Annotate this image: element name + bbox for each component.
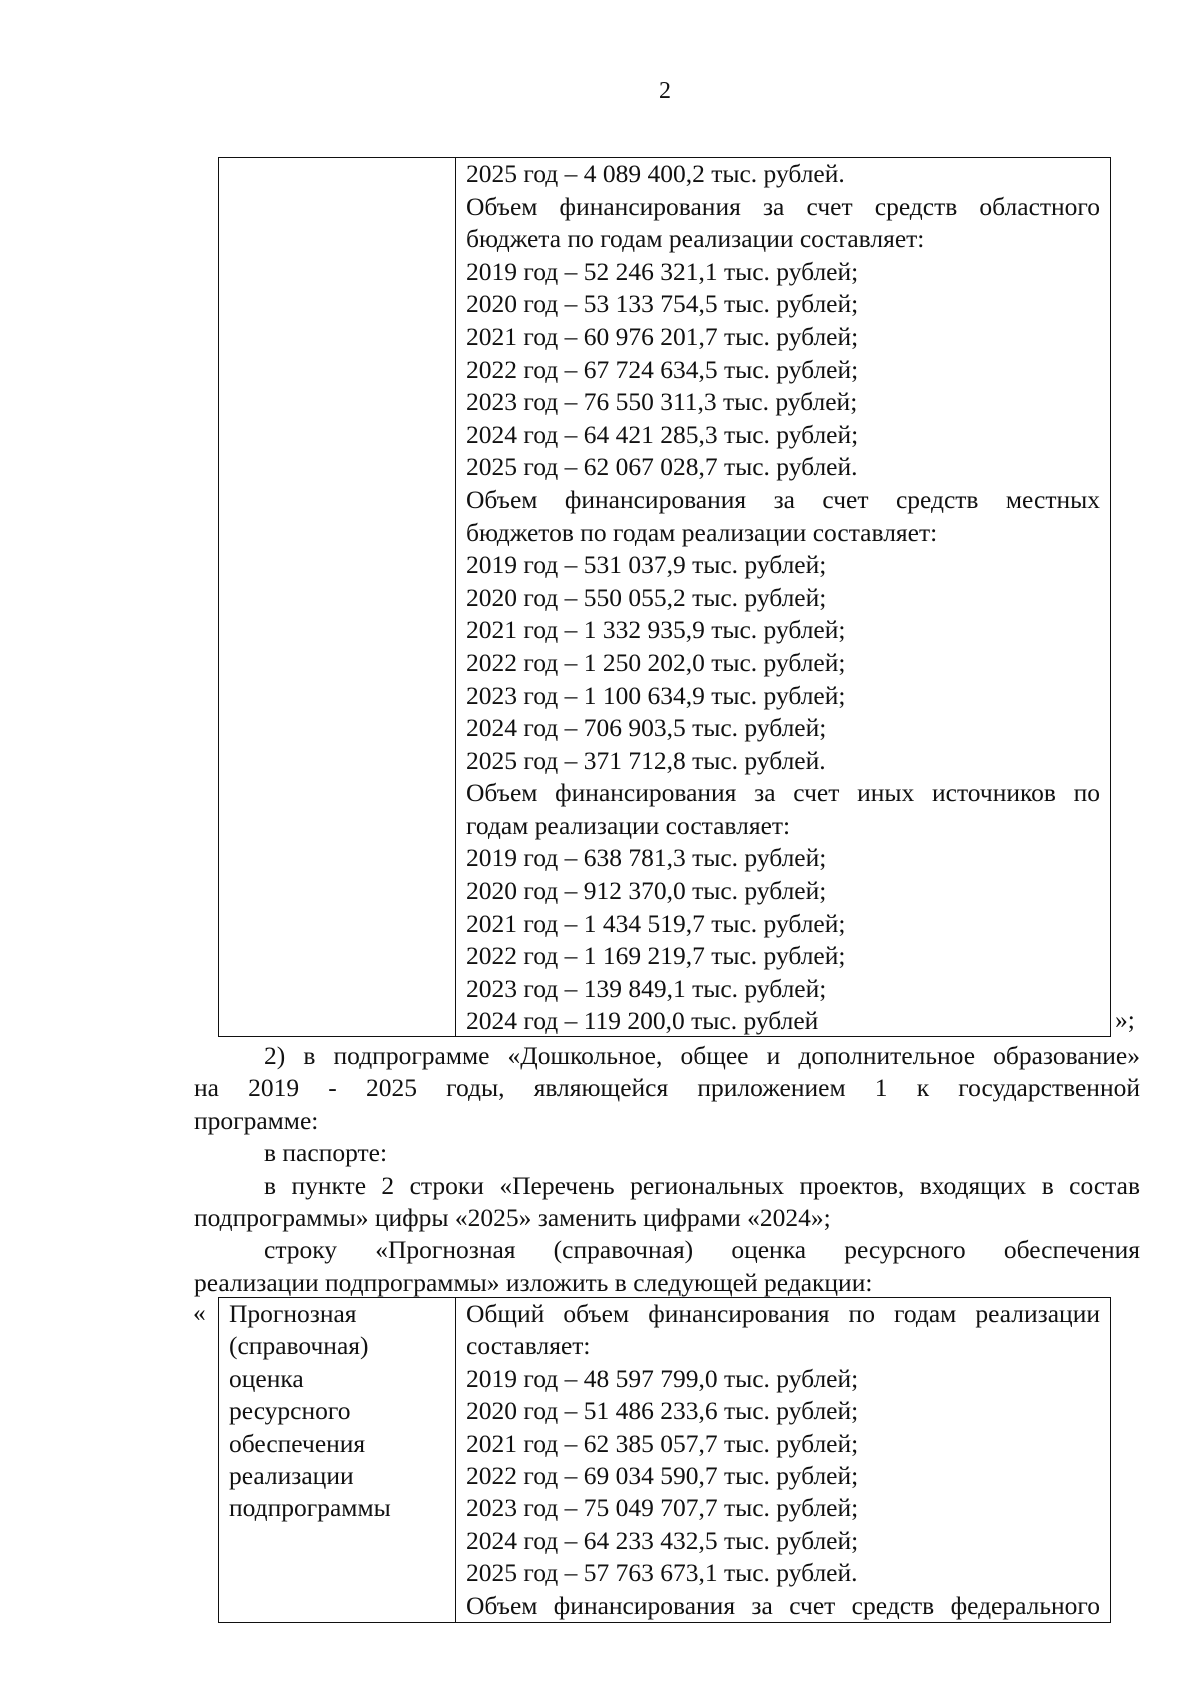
- table2-left-line: обеспечения: [229, 1428, 366, 1458]
- point2-line: в пункте 2 строки «Перечень региональных проектов, входящих в состав: [264, 1170, 1140, 1200]
- table1-line: 2020 год – 550 055,2 тыс. рублей;: [466, 582, 827, 612]
- row-replace-line: реализации подпрограммы» изложить в следующей редакции:: [194, 1267, 873, 1297]
- opening-quote: «: [193, 1298, 206, 1327]
- table2-line: Общий объем финансирования по годам реализации: [466, 1299, 1100, 1328]
- table1-line: 2019 год – 531 037,9 тыс. рублей;: [466, 550, 827, 580]
- forecast-resource-table: [218, 1297, 1111, 1623]
- amendment-paragraphs: [194, 1040, 1140, 1299]
- table2-line: 2022 год – 69 034 590,7 тыс. рублей;: [466, 1460, 859, 1490]
- table2-left-line: реализации: [229, 1460, 354, 1490]
- row-replace-line: строку «Прогнозная (справочная) оценка ресурсного обеспечения: [264, 1235, 1140, 1265]
- item2-line: на 2019 - 2025 годы, являющейся приложением 1 к государственной: [194, 1073, 1140, 1103]
- table2-line: 2025 год – 57 763 673,1 тыс. рублей.: [466, 1558, 858, 1588]
- financing-table-continued: [218, 157, 1111, 1037]
- table1-line: 2023 год – 76 550 311,3 тыс. рублей;: [466, 387, 858, 417]
- table1-line: бюджетов по годам реализации составляет:: [466, 517, 938, 547]
- table2-line: Объем финансирования за счет средств федерального: [466, 1590, 1100, 1620]
- table1-line: 2025 год – 4 089 400,2 тыс. рублей.: [466, 159, 845, 188]
- table1-line: бюджета по годам реализации составляет:: [466, 224, 925, 254]
- table1-line: 2025 год – 62 067 028,7 тыс. рублей.: [466, 452, 858, 482]
- table1-line: 2024 год – 706 903,5 тыс. рублей;: [466, 713, 827, 743]
- table1-line: Объем финансирования за счет средств областного: [466, 191, 1100, 221]
- table1-line: 2019 год – 52 246 321,1 тыс. рублей;: [466, 256, 859, 286]
- table1-right-cell: [456, 158, 1110, 1036]
- table1-line: 2021 год – 60 976 201,7 тыс. рублей;: [466, 321, 859, 351]
- table1-line: 2024 год – 64 421 285,3 тыс. рублей;: [466, 419, 859, 449]
- table1-line: 2023 год – 1 100 634,9 тыс. рублей;: [466, 680, 846, 710]
- table2-left-cell: [219, 1298, 456, 1622]
- table1-line: 2024 год – 119 200,0 тыс. рублей: [466, 1006, 819, 1036]
- table2-line: 2021 год – 62 385 057,7 тыс. рублей;: [466, 1428, 859, 1458]
- table2-line: 2023 год – 75 049 707,7 тыс. рублей;: [466, 1493, 859, 1523]
- table1-line: 2019 год – 638 781,3 тыс. рублей;: [466, 843, 827, 873]
- table1-line: Объем финансирования за счет иных источников по: [466, 778, 1100, 808]
- table2-left-line: оценка: [229, 1363, 304, 1393]
- table2-line: 2024 год – 64 233 432,5 тыс. рублей;: [466, 1525, 859, 1555]
- passport-line: в паспорте:: [264, 1138, 388, 1168]
- table1-line: 2022 год – 1 250 202,0 тыс. рублей;: [466, 647, 846, 677]
- table2-left-line: (справочная): [229, 1331, 369, 1361]
- table1-line: 2020 год – 53 133 754,5 тыс. рублей;: [466, 289, 859, 319]
- table1-line: Объем финансирования за счет средств местных: [466, 484, 1100, 514]
- table2-right-cell: [456, 1298, 1110, 1622]
- table1-line: 2021 год – 1 434 519,7 тыс. рублей;: [466, 908, 846, 938]
- page-number: 2: [659, 78, 671, 104]
- item2-line: 2) в подпрограмме «Дошкольное, общее и дополнительное образование»: [264, 1041, 1140, 1070]
- table1-line: 2022 год – 1 169 219,7 тыс. рублей;: [466, 941, 846, 971]
- point2-line: подпрограммы» цифры «2025» заменить цифрами «2024»;: [194, 1202, 831, 1232]
- table2-line: 2020 год – 51 486 233,6 тыс. рублей;: [466, 1396, 859, 1426]
- table1-line: 2020 год – 912 370,0 тыс. рублей;: [466, 876, 827, 906]
- table1-line: 2021 год – 1 332 935,9 тыс. рублей;: [466, 615, 846, 645]
- table1-line: 2025 год – 371 712,8 тыс. рублей.: [466, 745, 826, 775]
- table2-line: составляет:: [466, 1331, 591, 1361]
- table1-left-cell: [219, 158, 456, 1036]
- table1-line: 2023 год – 139 849,1 тыс. рублей;: [466, 973, 827, 1003]
- table2-left-line: ресурсного: [229, 1396, 351, 1426]
- table1-line: 2022 год – 67 724 634,5 тыс. рублей;: [466, 354, 859, 384]
- table2-left-line: Прогнозная: [229, 1299, 357, 1328]
- table1-line: годам реализации составляет:: [466, 810, 791, 840]
- table2-left-line: подпрограммы: [229, 1493, 391, 1523]
- item2-line: программе:: [194, 1105, 319, 1135]
- closing-quote: »;: [1115, 1005, 1135, 1034]
- table2-line: 2019 год – 48 597 799,0 тыс. рублей;: [466, 1363, 859, 1393]
